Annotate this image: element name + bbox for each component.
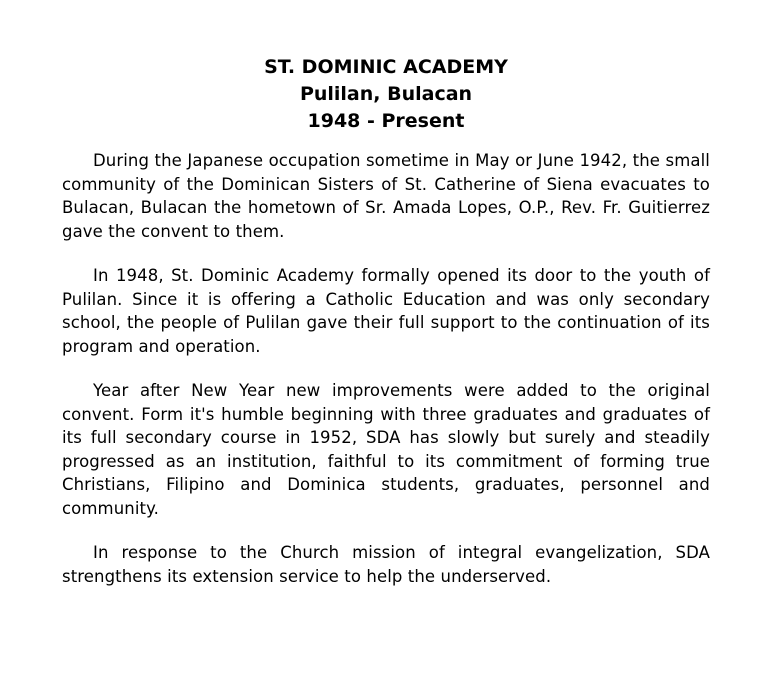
document-header — [62, 54, 710, 135]
document-title: ST. DOMINIC ACADEMY — [264, 56, 508, 78]
paragraph-3: Year after New Year new improvements were added to the original convent. Form it's humble beginning with three graduates and graduates of its full secondary course in 1952, SDA has slowly but surely and steadily progressed as an institution, faithful to its commitment of forming true Christians, Filipino and Dominica students, graduates, personnel and community. — [62, 381, 710, 518]
paragraph-2: In 1948, St. Dominic Academy formally opened its door to the youth of Pulilan. Since it is offering a Catholic Education and was only secondary school, the people of Pulilan gave their full support to the continuation of its program and operation. — [62, 266, 710, 356]
paragraph-1: During the Japanese occupation sometime in May or June 1942, the small community of the Dominican Sisters of St. Catherine of Siena evacuates to Bulacan, Bulacan the hometown of Sr. Amada Lopes, O.P., Rev. Fr. Guitierrez gave the convent to them. — [62, 151, 710, 241]
document — [62, 54, 710, 609]
document-location: Pulilan, Bulacan — [299, 83, 473, 105]
document-years: 1948 - Present — [307, 110, 465, 132]
paragraph-4: In response to the Church mission of integral evangelization, SDA strengthens its extension service to help the underserved. — [62, 543, 710, 586]
